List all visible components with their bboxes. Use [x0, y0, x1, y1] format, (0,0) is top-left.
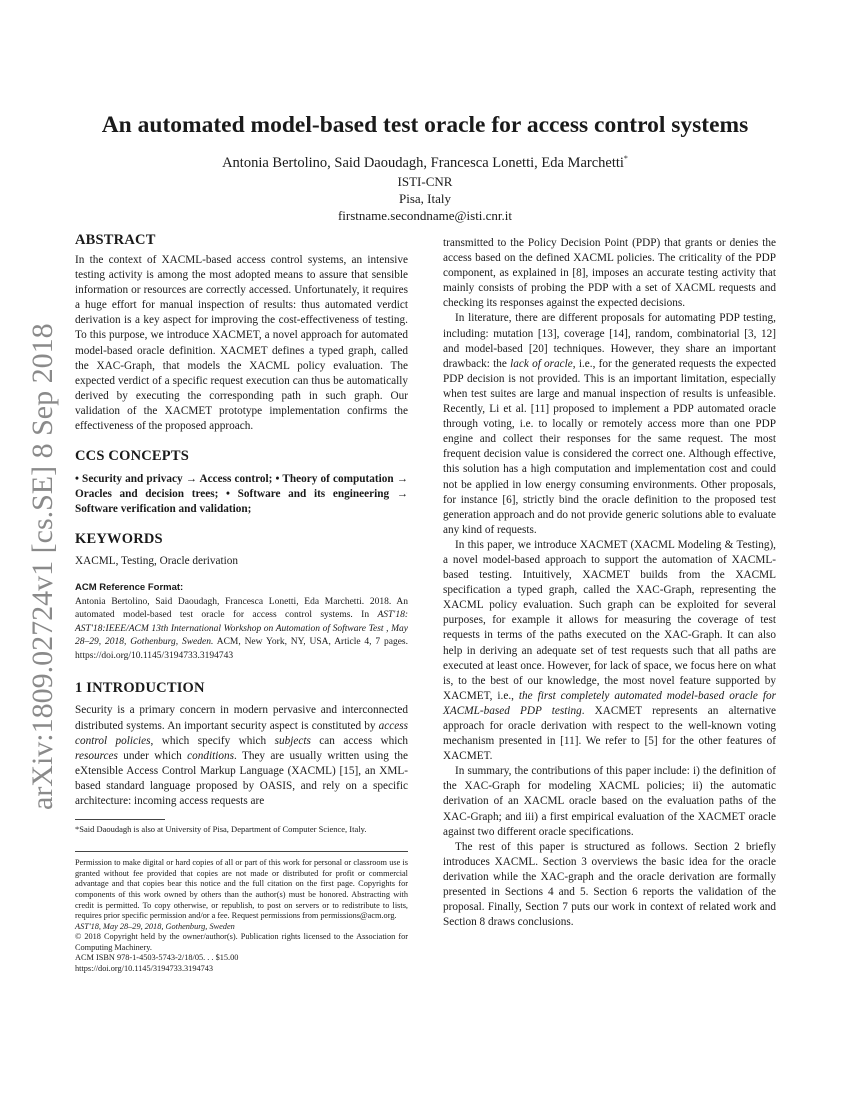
keywords-section: [75, 531, 408, 569]
right-column: [443, 236, 776, 930]
arxiv-stamp-text: arXiv:1809.02724v1 [cs.SE] 8 Sep 2018: [26, 323, 59, 810]
left-column: [75, 232, 408, 975]
ref-rest: ACM, New York, NY, USA, Article 4, 7 pages. https://doi.org/10.1145/3194733.3194743: [75, 637, 408, 661]
doi-text: https://doi.org/10.1145/3194733.3194743: [75, 964, 214, 974]
copyright-text: © 2018 Copyright held by the owner/author(s). Publication rights licensed to the Association for Computing Machinery.: [75, 932, 408, 952]
right-paragraph-4: In summary, the contributions of this paper include: i) the definition of the XAC-Graph for modeling XACML policies; ii) the automatic derivation of an XACML oracle based on the evaluation paths of the XAC-Graph; and iii) a first empirical evaluation of the XACMET oracle against two different oracle specifications.: [443, 765, 776, 838]
ccs-heading: CCS CONCEPTS: [75, 448, 189, 465]
footnote-rule: [75, 819, 165, 820]
permission-block: [75, 851, 408, 975]
conference-line: AST'18, May 28–29, 2018, Gothenburg, Sweden: [75, 921, 235, 931]
right-paragraph-1: transmitted to the Policy Decision Point (PDP) that grants or denies the access based on the defined XACML policies. The criticality of the PDP component, as explained in [8], imposes an accurate testing activity that mainly consists of probing the PDP with a set of XACML requests and checking its responses against the expected decisions.: [443, 237, 776, 310]
ref-venue: AST'18: AST'18:IEEE/ACM 13th International Workshop on Automation of Software Test , May 28–29, 2018, Gothenburg, Sweden.: [75, 610, 409, 648]
right-paragraph-5: The rest of this paper is structured as follows. Section 2 briefly introduces XACML. Section 3 overviews the basic idea for the oracle derivation while the XAC-graph and the oracle derivation are formally presented in Sections 4 and 5. Section 6 reports the validation of the proposal. Finally, Section 7 puts our work in context of related work and Section 8 draws conclusions.: [443, 840, 776, 929]
ccs-text: • Security and privacy → Access control; • Theory of computation → Oracles and decision trees; • Software and its engineering → Software verification and validation;: [75, 473, 408, 516]
authors-text: Antonia Bertolino, Said Daoudagh, Francesca Lonetti, Eda Marchetti: [222, 154, 624, 171]
affiliation: ISTI-CNR: [397, 174, 453, 189]
email: firstname.secondname@isti.cnr.it: [337, 208, 513, 223]
reference-format-heading: ACM Reference Format:: [75, 581, 184, 593]
abstract-section: [75, 232, 408, 434]
abstract-heading: ABSTRACT: [75, 232, 156, 248]
right-paragraph-2: In literature, there are different proposals for automating PDP testing, including: mutation [13], coverage [14], random, combinatorial [3, 12] and model-based [20] techniques. However, they share an important drawback: the lack of oracle, i.e., for the generated requests the expected PDP decision is not provided. This is an important limitation, especially when test suites are large and manual inspection of results is unfeasible. Recently, Li et al. [11] proposed to implement a PDP automated oracle through voting, i.e. to locally or remotely access more than one PDP engine and collect their responses for the same request. The most frequent decision value is considered the correct one. Although effective, this solution has a high computation and implementation cost and could not be applied in low energy consuming environments. Other proposals, for instance [6], strictly bind the oracle definition to the proposed test generation approach and do not provide generic solutions able to evaluate any kind of requests.: [443, 312, 776, 536]
introduction-heading: 1 INTRODUCTION: [75, 680, 205, 697]
introduction-section: [75, 680, 408, 809]
right-paragraph-3: In this paper, we introduce XACMET (XACML Modeling & Testing), a novel model-based approach to support the automation of XACML-based testing. Intuitively, XACMET builds from the XACML specification a typed graph, called the XAC-Graph, representing the XACML policy evaluation. Such graph can be exploited for several purposes, for example it allows for measuring the coverage of test requests in terms of the paths executed on the XAC-Graph. It can also help in deriving an adequate set of test requests such that all paths are executed at least once. However, for lack of space, we focus here on what is, to the best of our knowledge, the most novel feature supported by XACMET, i.e., the first completely automated model-based oracle for XACML-based PDP testing. XACMET represents an alternative approach for oracle derivation with respect to the well-known voting mechanism presented in [11]. We refer to [5] for the other features of XACMET.: [443, 538, 776, 763]
abstract-text: In the context of XACML-based access control systems, an intensive testing activity is among the most adopted means to assure that sensible information or resources are correctly accessed. Unfortunately, it requires a huge effort for manual inspection of results: thus automated verdict derivation is a key aspect for improving the cost-effectiveness of testing. To this purpose, we introduce XACMET, a novel approach for automated model-based oracle definition. XACMET defines a typed graph, called the XAC-Graph, that models the XACML policy evaluation. The expected verdict of a specific request execution can thus be automatically derived by executing the corresponding path in such graph. Our validation of the XACMET prototype implementation confirms the effectiveness of the proposed approach.: [75, 254, 408, 433]
location: Pisa, Italy: [399, 191, 451, 206]
reference-format: [75, 582, 408, 664]
author-footnote-mark: *: [623, 154, 628, 163]
author-list: [80, 154, 770, 172]
ccs-section: [75, 448, 408, 517]
isbn-text: ACM ISBN 978-1-4503-5743-2/18/05. . . $15.00: [75, 953, 239, 963]
keywords-text: XACML, Testing, Oracle derivation: [75, 555, 239, 568]
arxiv-stamp: [10, 320, 70, 820]
introduction-paragraph: Security is a primary concern in modern pervasive and interconnected distributed systems. An important security aspect is constituted by access control policies, which specify which subjects can access which resources under which conditions. They are usually written using the eXtensible Access Control Markup Language (XACML) [15], an XML-based standard language proposed by OASIS, and rely on a specific architecture: incoming access requests are: [75, 704, 409, 808]
reference-format-text: [75, 596, 408, 664]
permission-text: Permission to make digital or hard copies of all or part of this work for personal or classroom use is granted without fee provided that copies are not made or distributed for profit or commercial advantage and that copies bear this notice and the full citation on the first page. Copyrights for components of this work owned by others than the author(s) must be honored. Abstracting with credit is permitted. To copy otherwise, or republish, to post on servers or to redistribute to lists, requires prior specific permission and/or a fee. Request permissions from permissions@acm.org.: [75, 858, 408, 921]
footnote: *Said Daoudagh is also at University of Pisa, Department of Computer Science, Italy.: [75, 824, 367, 835]
paper-title: An automated model-based test oracle for access control systems: [101, 112, 749, 138]
keywords-heading: KEYWORDS: [75, 531, 163, 548]
ref-authors: Antonia Bertolino, Said Daoudagh, Francesca Lonetti, Eda Marchetti. 2018. An automated model-based test oracle for access control systems. In: [75, 596, 408, 621]
